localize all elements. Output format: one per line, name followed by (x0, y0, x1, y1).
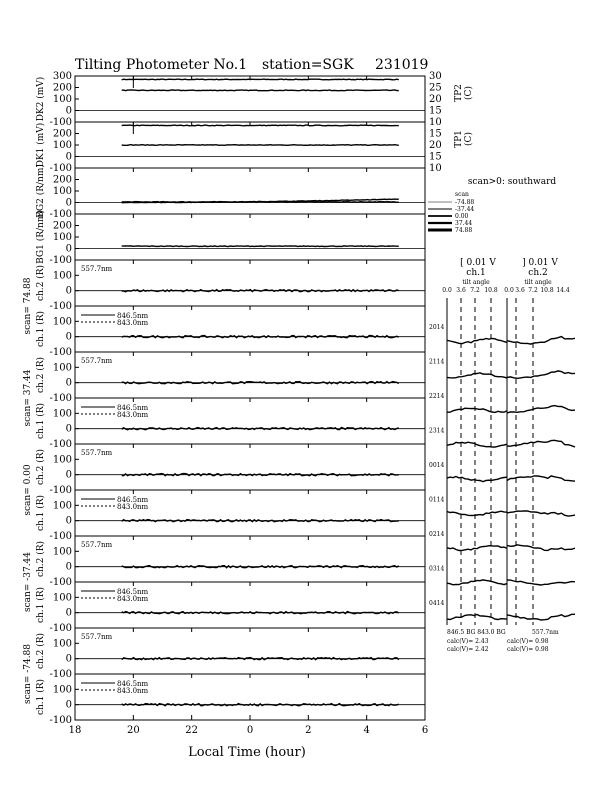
footer-ch1: 846.5 BG 843.0 BG (447, 629, 506, 636)
panel-label: DK1 (mV) (36, 122, 46, 168)
data-trace (122, 79, 399, 80)
y-tick-label: -100 (49, 485, 72, 496)
x-axis (69, 715, 429, 736)
legend-846: 846.5nm (117, 588, 149, 596)
tp-tick-label: 20 (429, 140, 442, 151)
panel-3 (35, 210, 425, 266)
legend-title: scan (455, 191, 469, 198)
y-tick-label: 0 (65, 151, 72, 163)
y-tick-label: 0 (65, 653, 72, 665)
panel-frame (75, 168, 425, 214)
row-label: 0214 (429, 531, 445, 538)
y-tick-label: 0 (65, 377, 72, 389)
y-tick-label: 100 (52, 408, 72, 420)
calc-ch2-b: calc(V)= 0.98 (507, 646, 549, 653)
panel-frame (75, 536, 425, 582)
y-tick-label: -100 (49, 163, 72, 174)
legend-843: 843.0nm (117, 595, 149, 603)
ch2-angle: 3.6 (515, 287, 525, 294)
panel-1 (35, 122, 425, 174)
legend-item: 74.88 (455, 227, 473, 234)
right-trace-ch1 (447, 546, 507, 551)
panel-frame (75, 444, 425, 490)
scan-label: scan= -74.88 (23, 643, 33, 705)
tp-unit: (C) (464, 86, 474, 100)
right-trace-ch2 (507, 545, 575, 551)
y-tick-label: -100 (49, 255, 72, 266)
legend-846: 846.5nm (117, 680, 149, 688)
row-label: 0414 (429, 600, 445, 607)
panel-label: ch.2 (R) (36, 264, 46, 302)
panel-12 (23, 628, 425, 704)
data-trace (122, 612, 399, 614)
y-tick-label: 100 (52, 362, 72, 374)
wavelength-label: 557.7nm (81, 633, 113, 641)
legend-843: 843.0nm (117, 319, 149, 327)
y-tick-label: 100 (52, 270, 72, 282)
panel-4 (23, 260, 425, 335)
tp-label: TP2 (454, 84, 464, 102)
right-trace-ch2 (507, 580, 575, 585)
scan-label: scan= 37.44 (23, 369, 33, 427)
right-trace-ch2 (507, 614, 575, 620)
x-axis-label: Local Time (hour) (188, 745, 306, 760)
x-tick-label: 4 (363, 725, 370, 736)
calc-ch1-a: calc(V)= 2.43 (447, 638, 489, 645)
wavelength-label: 557.7nm (81, 449, 113, 457)
x-tick-label: 22 (185, 725, 199, 736)
panel-label: ch.1 (R) (36, 310, 46, 348)
tp-tick-label: 25 (429, 82, 442, 94)
station-label: station=SGK (262, 57, 354, 73)
right-trace-ch1 (447, 408, 507, 412)
left-panels (23, 71, 474, 726)
y-tick-label: 100 (52, 454, 72, 466)
wavelength-label: 557.7nm (81, 357, 113, 365)
panel-5 (35, 306, 425, 358)
scan-label: scan= 74.88 (23, 277, 33, 335)
row-label: 2114 (429, 358, 445, 366)
panel-7 (35, 398, 425, 450)
data-trace (122, 145, 399, 146)
panel-label: ch.2 (R) (36, 448, 46, 486)
ch2-angle: 14.4 (556, 287, 570, 294)
panel-0 (35, 71, 425, 128)
x-tick-label: 0 (246, 725, 254, 736)
panel-11 (35, 582, 425, 634)
panel-frame (75, 260, 425, 306)
row-label: 0314 (429, 565, 445, 573)
right-header: scan>0: southward (467, 177, 557, 187)
data-trace (122, 520, 399, 522)
panel-label: ch.2 (R) (36, 356, 46, 394)
row-label: 0014 (429, 462, 445, 469)
data-trace (122, 125, 399, 126)
calc-ch2-a: calc(V)= 0.98 (507, 638, 549, 645)
y-tick-label: 0 (65, 469, 72, 481)
panel-label: ch.1 (R) (36, 494, 46, 532)
ch2-angle: 0.0 (504, 287, 514, 294)
panel-label: ch.1 (R) (36, 586, 46, 624)
y-tick-label: 100 (52, 316, 72, 328)
y-tick-label: -100 (49, 393, 72, 404)
data-trace (122, 290, 399, 292)
y-tick-label: 100 (52, 638, 72, 650)
data-trace (122, 474, 399, 476)
y-tick-label: 100 (52, 186, 72, 197)
data-trace (122, 704, 399, 706)
y-tick-label: 0 (65, 515, 72, 527)
calc-ch1-b: calc(V)= 2.42 (447, 646, 489, 653)
date-label: 231019 (375, 57, 429, 73)
x-tick-label: 20 (126, 725, 140, 736)
right-trace-ch2 (507, 476, 575, 481)
y-tick-label: 100 (52, 232, 72, 243)
panel-8 (23, 444, 425, 516)
y-tick-label: -100 (49, 531, 72, 542)
tp-tick-label: 10 (429, 163, 442, 174)
right-trace-ch2 (507, 371, 575, 378)
right-trace-ch1 (447, 615, 507, 620)
footer-ch2: 557.7nm (532, 629, 559, 636)
figure-title: Tilting Photometer No.1 (75, 57, 248, 73)
y-tick-label: 0 (65, 699, 72, 711)
panel-label: BG2 (R/nm) (36, 164, 46, 218)
y-tick-label: 100 (52, 684, 72, 696)
legend-item: 0.00 (455, 213, 469, 220)
panel-10 (23, 536, 425, 612)
ch2-angle: 7.2 (528, 287, 538, 294)
y-tick-label: 300 (52, 71, 72, 82)
data-trace (122, 658, 399, 660)
ch1-angle: 0.0 (442, 287, 452, 294)
y-tick-label: 100 (52, 94, 72, 105)
legend-item: 37.44 (455, 220, 473, 227)
panel-frame (75, 76, 425, 122)
y-tick-label: 200 (52, 128, 72, 140)
tp-tick-label: 20 (429, 94, 442, 105)
x-tick-label: 2 (305, 725, 312, 736)
tp-axes (429, 71, 474, 174)
y-tick-label: 100 (52, 546, 72, 558)
ch1-label: ch.1 (466, 268, 486, 278)
y-tick-label: 200 (52, 174, 72, 186)
y-tick-label: 0 (65, 243, 72, 255)
y-tick-label: 100 (52, 500, 72, 512)
legend-846: 846.5nm (117, 404, 149, 412)
legend-843: 843.0nm (117, 687, 149, 695)
x-tick-label: 18 (68, 725, 82, 736)
legend-item: -37.44 (455, 206, 475, 213)
y-tick-label: 200 (52, 220, 72, 232)
tp-tick-label: 15 (429, 105, 442, 117)
scan-label: scan= 0.00 (23, 464, 33, 516)
ch2-label: ch.2 (528, 268, 548, 278)
data-trace (122, 90, 399, 91)
tp-tick-label: 30 (429, 71, 442, 82)
panel-frame (75, 214, 425, 260)
right-trace-ch1 (447, 477, 507, 482)
row-label: 2214 (429, 393, 445, 400)
y-tick-label: -100 (49, 117, 72, 128)
tilt-angle-2: tilt angle (524, 279, 552, 286)
y-tick-label: 0 (65, 105, 72, 117)
panel-label: ch.1 (R) (36, 402, 46, 440)
y-tick-label: -100 (49, 715, 72, 726)
right-trace-ch1 (447, 580, 507, 585)
y-tick-label: 0 (65, 561, 72, 573)
right-panel (428, 177, 575, 653)
y-tick-label: -100 (49, 209, 72, 220)
legend-846: 846.5nm (117, 312, 149, 320)
legend-846: 846.5nm (117, 496, 149, 504)
right-trace-ch1 (447, 511, 507, 515)
right-trace-ch1 (447, 442, 507, 447)
right-trace-ch2 (507, 440, 575, 447)
panel-2 (35, 164, 425, 220)
panel-label: DK2 (mV) (36, 76, 46, 122)
panel-frame (75, 628, 425, 674)
row-label: 0114 (429, 496, 445, 504)
row-label: 2314 (429, 427, 445, 435)
tp-tick-label: 15 (429, 151, 442, 163)
right-trace-ch1 (447, 373, 507, 378)
legend-item: -74.88 (455, 199, 475, 206)
tp-tick-label: 10 (429, 117, 442, 128)
panel-label: ch.2 (R) (36, 540, 46, 578)
row-label: 2014 (429, 324, 445, 331)
wavelength-label: 557.7nm (81, 265, 113, 273)
right-trace-ch2 (507, 511, 575, 516)
tp-unit: (C) (464, 132, 474, 146)
y-tick-label: 0 (65, 285, 72, 297)
y-tick-label: 0 (65, 197, 72, 209)
panel-label: ch.1 (R) (36, 678, 46, 716)
y-tick-label: -100 (49, 623, 72, 634)
y-tick-label: -100 (49, 577, 72, 588)
y-tick-label: 0 (65, 423, 72, 435)
y-tick-label: -100 (49, 669, 72, 680)
wavelength-label: 557.7nm (81, 541, 113, 549)
ch2-angle: 10.8 (540, 287, 554, 294)
legend-843: 843.0nm (117, 503, 149, 511)
panel-label: BG1 (R/nm) (36, 210, 46, 264)
panel-label: ch.2 (R) (36, 632, 46, 670)
y-tick-label: -100 (49, 347, 72, 358)
right-trace-ch2 (507, 337, 575, 345)
data-trace (122, 246, 399, 247)
legend-843: 843.0nm (117, 411, 149, 419)
ch1-angle: 3.6 (456, 287, 466, 294)
y-tick-label: 200 (52, 82, 72, 94)
y-tick-label: 100 (52, 140, 72, 151)
scan-label: scan= -37.44 (23, 551, 33, 613)
panel-frame (75, 352, 425, 398)
y-tick-label: 100 (52, 592, 72, 604)
y-tick-label: 0 (65, 331, 72, 343)
right-trace-ch1 (447, 339, 507, 344)
x-tick-label: 6 (421, 725, 429, 736)
right-trace-ch2 (507, 406, 575, 413)
tp-tick-label: 15 (429, 128, 442, 140)
y-tick-label: -100 (49, 439, 72, 450)
panel-6 (23, 352, 425, 427)
y-tick-label: -100 (49, 301, 72, 312)
ch1-angle: 10.8 (484, 287, 498, 294)
panel-9 (35, 490, 425, 542)
y-tick-label: 0 (65, 607, 72, 619)
tilt-angle-1: tilt angle (462, 279, 490, 286)
ch1-angle: 7.2 (470, 287, 480, 294)
ch1-scale: [ 0.01 V (460, 258, 496, 268)
ch2-scale: ] 0.01 V (522, 258, 558, 268)
tp-label: TP1 (454, 130, 464, 148)
